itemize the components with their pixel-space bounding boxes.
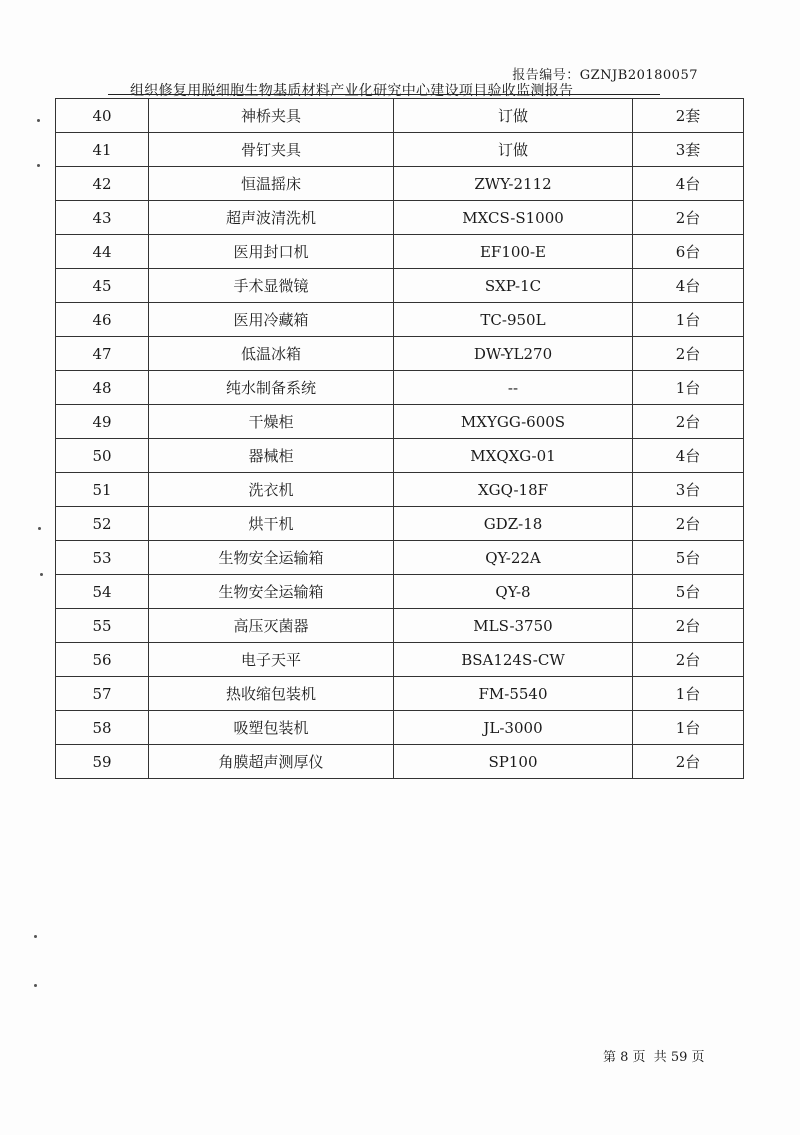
equipment-quantity-cell: 2套: [633, 99, 744, 133]
equipment-model-cell: 订做: [394, 99, 633, 133]
row-number-cell: 45: [56, 269, 149, 303]
scan-speck: [37, 164, 40, 167]
equipment-quantity-cell: 2台: [633, 507, 744, 541]
equipment-name-cell: 手术显微镜: [149, 269, 394, 303]
table-row: [56, 541, 744, 575]
table-row: [56, 99, 744, 133]
row-number-cell: 54: [56, 575, 149, 609]
row-number-cell: 51: [56, 473, 149, 507]
row-number-cell: 42: [56, 167, 149, 201]
equipment-quantity-cell: 1台: [633, 303, 744, 337]
equipment-name-cell: 超声波清洗机: [149, 201, 394, 235]
table-row: [56, 371, 744, 405]
equipment-model-cell: XGQ-18F: [394, 473, 633, 507]
equipment-name-cell: 角膜超声测厚仪: [149, 745, 394, 779]
equipment-name-cell: 医用冷藏箱: [149, 303, 394, 337]
equipment-model-cell: MXYGG-600S: [394, 405, 633, 439]
equipment-model-cell: FM-5540: [394, 677, 633, 711]
equipment-quantity-cell: 2台: [633, 405, 744, 439]
row-number-cell: 52: [56, 507, 149, 541]
equipment-model-cell: BSA124S-CW: [394, 643, 633, 677]
equipment-name-cell: 神桥夹具: [149, 99, 394, 133]
equipment-model-cell: ZWY-2112: [394, 167, 633, 201]
row-number-cell: 57: [56, 677, 149, 711]
equipment-name-cell: 生物安全运输箱: [149, 541, 394, 575]
equipment-name-cell: 骨钉夹具: [149, 133, 394, 167]
scan-speck: [38, 527, 41, 530]
equipment-quantity-cell: 2台: [633, 609, 744, 643]
equipment-quantity-cell: 4台: [633, 269, 744, 303]
equipment-name-cell: 纯水制备系统: [149, 371, 394, 405]
report-number: 报告编号：GZNJB20180057: [512, 68, 698, 83]
row-number-cell: 40: [56, 99, 149, 133]
table-row: [56, 473, 744, 507]
table-row: [56, 677, 744, 711]
table-row: [56, 337, 744, 371]
table-row: [56, 405, 744, 439]
equipment-quantity-cell: 4台: [633, 439, 744, 473]
table-row: [56, 133, 744, 167]
equipment-model-cell: SP100: [394, 745, 633, 779]
row-number-cell: 53: [56, 541, 149, 575]
table-row: [56, 167, 744, 201]
equipment-model-cell: TC-950L: [394, 303, 633, 337]
table-row: [56, 745, 744, 779]
scan-speck: [40, 573, 43, 576]
row-number-cell: 58: [56, 711, 149, 745]
equipment-model-cell: SXP-1C: [394, 269, 633, 303]
table-row: [56, 269, 744, 303]
equipment-model-cell: DW-YL270: [394, 337, 633, 371]
row-number-cell: 41: [56, 133, 149, 167]
equipment-name-cell: 恒温摇床: [149, 167, 394, 201]
row-number-cell: 55: [56, 609, 149, 643]
equipment-model-cell: 订做: [394, 133, 633, 167]
equipment-quantity-cell: 2台: [633, 643, 744, 677]
equipment-table: [55, 98, 744, 779]
scan-speck: [34, 984, 37, 987]
equipment-name-cell: 热收缩包装机: [149, 677, 394, 711]
equipment-quantity-cell: 2台: [633, 745, 744, 779]
equipment-model-cell: --: [394, 371, 633, 405]
row-number-cell: 47: [56, 337, 149, 371]
equipment-name-cell: 医用封口机: [149, 235, 394, 269]
equipment-model-cell: QY-8: [394, 575, 633, 609]
page-footer: [603, 1046, 709, 1065]
row-number-cell: 59: [56, 745, 149, 779]
equipment-quantity-cell: 5台: [633, 575, 744, 609]
scan-speck: [34, 935, 37, 938]
table-row: [56, 201, 744, 235]
equipment-name-cell: 高压灭菌器: [149, 609, 394, 643]
equipment-model-cell: MXQXG-01: [394, 439, 633, 473]
table-row: [56, 711, 744, 745]
equipment-quantity-cell: 4台: [633, 167, 744, 201]
header-rule: [108, 94, 660, 95]
equipment-quantity-cell: 2台: [633, 337, 744, 371]
equipment-name-cell: 洗衣机: [149, 473, 394, 507]
equipment-model-cell: MLS-3750: [394, 609, 633, 643]
row-number-cell: 44: [56, 235, 149, 269]
page-number: 第 8 页: [603, 1050, 646, 1065]
equipment-model-cell: MXCS-S1000: [394, 201, 633, 235]
equipment-name-cell: 生物安全运输箱: [149, 575, 394, 609]
equipment-quantity-cell: 6台: [633, 235, 744, 269]
table-row: [56, 609, 744, 643]
row-number-cell: 48: [56, 371, 149, 405]
scan-speck: [37, 119, 40, 122]
report-title: 组织修复用脱细胞生物基质材料产业化研究中心建设项目验收监测报告: [130, 83, 574, 99]
row-number-cell: 46: [56, 303, 149, 337]
equipment-model-cell: GDZ-18: [394, 507, 633, 541]
equipment-quantity-cell: 1台: [633, 677, 744, 711]
page-total: 共 59 页: [653, 1050, 705, 1065]
equipment-quantity-cell: 1台: [633, 711, 744, 745]
table-row: [56, 303, 744, 337]
table-row: [56, 575, 744, 609]
equipment-name-cell: 电子天平: [149, 643, 394, 677]
equipment-quantity-cell: 1台: [633, 371, 744, 405]
row-number-cell: 56: [56, 643, 149, 677]
table-row: [56, 507, 744, 541]
equipment-model-cell: EF100-E: [394, 235, 633, 269]
equipment-name-cell: 干燥柜: [149, 405, 394, 439]
equipment-quantity-cell: 3台: [633, 473, 744, 507]
row-number-cell: 50: [56, 439, 149, 473]
equipment-name-cell: 低温冰箱: [149, 337, 394, 371]
equipment-name-cell: 烘干机: [149, 507, 394, 541]
table-row: [56, 643, 744, 677]
table-row: [56, 439, 744, 473]
equipment-table-body: [56, 99, 744, 779]
equipment-quantity-cell: 3套: [633, 133, 744, 167]
equipment-model-cell: QY-22A: [394, 541, 633, 575]
equipment-name-cell: 吸塑包装机: [149, 711, 394, 745]
table-row: [56, 235, 744, 269]
equipment-name-cell: 器械柜: [149, 439, 394, 473]
row-number-cell: 43: [56, 201, 149, 235]
equipment-quantity-cell: 5台: [633, 541, 744, 575]
equipment-model-cell: JL-3000: [394, 711, 633, 745]
equipment-quantity-cell: 2台: [633, 201, 744, 235]
row-number-cell: 49: [56, 405, 149, 439]
